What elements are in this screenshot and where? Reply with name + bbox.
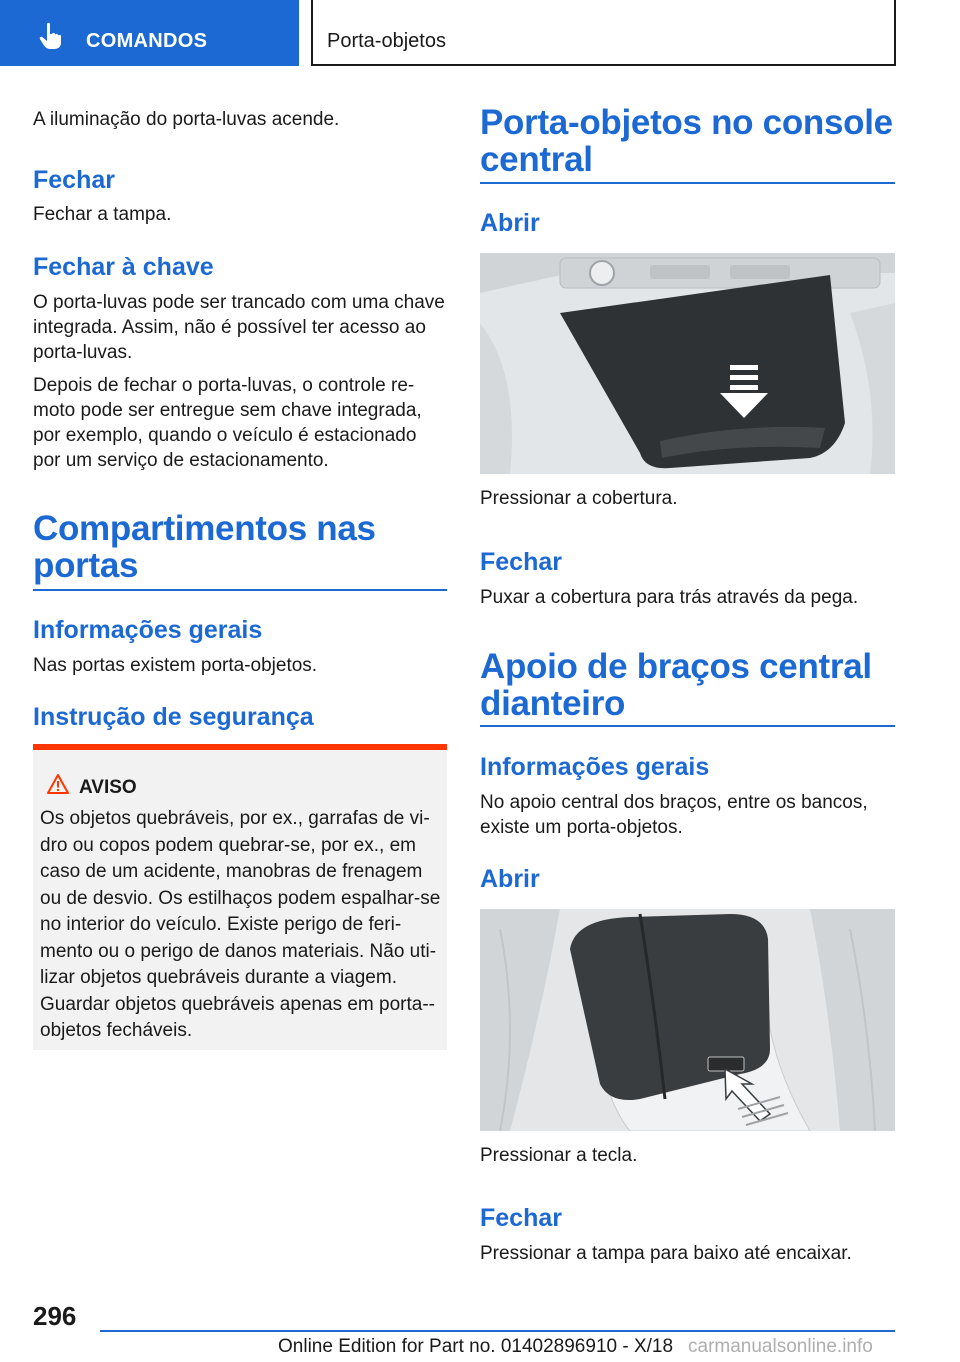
heading-compartimentos: Compartimentos nas portas — [33, 509, 376, 585]
heading-console: Porta-objetos no console central — [480, 103, 893, 179]
page-number: 296 — [33, 1301, 77, 1331]
info-text-right: No apoio central dos braços, entre os bancos, existe um porta-objetos. — [480, 792, 868, 838]
fechar-text: Fechar a tampa. — [33, 204, 172, 225]
section-rule — [480, 725, 895, 727]
heading-fechar-2: Fechar — [480, 1204, 562, 1232]
heading-info-gerais-right: Informações gerais — [480, 753, 710, 781]
armrest-illustration — [480, 909, 895, 1131]
info-text-left: Nas portas existem porta-objetos. — [33, 655, 318, 676]
hand-pointer-icon — [38, 22, 64, 50]
section-header — [311, 0, 896, 66]
section-rule — [480, 182, 895, 184]
fechar-chave-p1: O porta-luvas pode ser trancado com uma chave integrada. Assim, não é possível ter acesso ao porta-luvas. — [33, 292, 445, 363]
fechar-2-text: Pressionar a tampa para baixo até encaixar. — [480, 1243, 852, 1264]
section-rule — [33, 589, 447, 591]
heading-info-gerais-left: Informações gerais — [33, 616, 263, 644]
watermark: carmanualsonline.info — [688, 1336, 873, 1357]
heading-seguranca: Instrução de segurança — [33, 703, 314, 731]
heading-apoio: Apoio de braços central dianteiro — [480, 647, 872, 723]
fechar-chave-p2: Depois de fechar o porta-luvas, o controle re-moto pode ser entregue sem chave integrada, por exemplo, quando o veículo é estacionado por um serviço de estacionamento. — [33, 375, 422, 471]
abrir-2-caption: Pressionar a tecla. — [480, 1145, 638, 1166]
heading-fechar: Fechar — [33, 166, 115, 194]
warning-box — [33, 744, 447, 1050]
footer-edition: Online Edition for Part no. 01402896910 - X/18 — [278, 1336, 674, 1357]
warning-triangle-icon — [47, 774, 69, 794]
abrir-1-caption: Pressionar a cobertura. — [480, 488, 678, 509]
warning-title: AVISO — [79, 777, 137, 798]
console-illustration — [480, 253, 895, 474]
warning-text: Os objetos quebráveis, por ex., garrafas de vi-dro ou copos podem quebrar-se, por ex., em caso de um acidente, manobras de frenagem ou de desvio. Os estilhaços podem espalhar-se no interior do veículo. Existe perigo de feri-mento ou o perigo de danos materiais. Não uti-lizar objetos quebráveis durante a viagem. Guardar objetos quebráveis apenas em porta--objetos fecháveis. — [40, 808, 441, 1041]
chapter-label: COMANDOS — [86, 30, 208, 52]
fechar-1-text: Puxar a cobertura para trás através da pega. — [480, 587, 859, 608]
heading-abrir-1: Abrir — [480, 209, 540, 237]
heading-abrir-2: Abrir — [480, 865, 540, 893]
section-label: Porta-objetos — [327, 30, 446, 52]
chapter-tab[interactable] — [0, 0, 299, 66]
heading-fechar-1: Fechar — [480, 548, 562, 576]
footer-rule — [100, 1330, 895, 1332]
heading-fechar-chave: Fechar à chave — [33, 253, 214, 281]
intro-text: A iluminação do porta-luvas acende. — [33, 109, 340, 130]
